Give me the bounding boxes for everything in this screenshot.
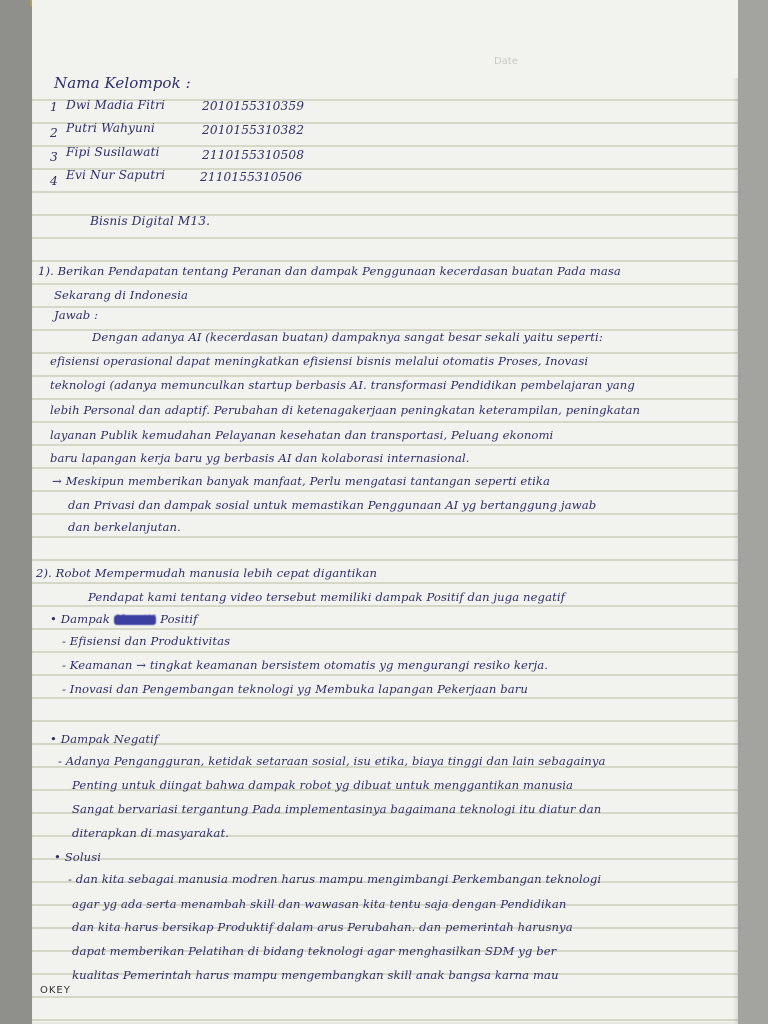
member-no: 3	[50, 150, 58, 164]
q1-answer-line: dan Privasi dan dampak sosial untuk memastikan Penggunaan AI yg bertanggung jawab	[68, 498, 597, 512]
member-name: Evi Nur Saputri	[66, 168, 166, 182]
q1-answer-line: Dengan adanya AI (kecerdasan buatan) dampaknya sangat besar sekali yaitu seperti:	[92, 330, 603, 344]
negative-line: Penting untuk diingat bahwa dampak robot yg dibuat untuk menggantikan manusia	[72, 778, 574, 792]
notebook-brand-logo: OKEY	[40, 985, 71, 996]
desk-surface-left	[0, 0, 32, 1024]
group-title: Nama Kelompok :	[54, 74, 191, 92]
q2-title: 2). Robot Mempermudah manusia lebih cepat digantikan	[36, 566, 378, 580]
positive-item: - Keamanan → tingkat keamanan bersistem otomatis yg mengurangi resiko kerja.	[62, 658, 549, 672]
q1-answer-line: efisiensi operasional dapat meningkatkan efisiensi bisnis melalui otomatis Proses, Inovasi	[50, 354, 589, 368]
positive-heading	[50, 612, 197, 626]
solution-line: - dan kita sebagai manusia modren harus mampu mengimbangi Perkembangan teknologi	[68, 872, 602, 886]
member-name: Dwi Madia Fitri	[66, 98, 166, 112]
q1-answer-label: Jawab :	[54, 308, 99, 322]
member-no: 2	[50, 126, 58, 140]
negative-line: - Adanya Pengangguran, ketidak setaraan sosial, isu etika, biaya tinggi dan lain sebagainya	[58, 754, 606, 768]
member-id: 2110155310506	[200, 170, 303, 184]
q1-answer-line: lebih Personal dan adaptif. Perubahan di ketenagakerjaan peningkatan keterampilan, peningkatan	[50, 403, 641, 417]
q1-question-line: 1). Berikan Pendapatan tentang Peranan dan dampak Penggunaan kecerdasan buatan Pada masa	[38, 264, 621, 278]
positive-item: - Inovasi dan Pengembangan teknologi yg Membuka lapangan Pekerjaan baru	[62, 682, 528, 696]
member-id: 2010155310382	[202, 123, 305, 137]
q1-question-line: Sekarang di Indonesia	[54, 288, 189, 302]
desk-surface-right	[738, 0, 768, 1024]
notebook-page	[32, 0, 738, 1024]
date-label: Date	[494, 56, 518, 67]
solution-line: agar yg ada serta menambah skill dan wawasan kita tentu saja dengan Pendidikan	[72, 897, 567, 911]
positive-item: - Efisiensi dan Produktivitas	[62, 634, 231, 648]
q1-answer-line: baru lapangan kerja baru yg berbasis AI dan kolaborasi internasional.	[50, 451, 470, 465]
member-no: 4	[50, 174, 58, 188]
member-name: Putri Wahyuni	[66, 121, 155, 135]
solution-heading: • Solusi	[54, 850, 102, 864]
crossed-out-word: Negatif	[115, 614, 155, 625]
negative-line: diterapkan di masyarakat.	[72, 826, 229, 840]
q2-intro: Pendapat kami tentang video tersebut memiliki dampak Positif dan juga negatif	[88, 590, 566, 604]
page-top-margin	[32, 0, 738, 78]
q1-answer-line: layanan Publik kemudahan Pelayanan kesehatan dan transportasi, Peluang ekonomi	[50, 428, 554, 442]
negative-heading: • Dampak Negatif	[50, 732, 159, 746]
solution-line: dapat memberikan Pelatihan di bidang teknologi agar menghasilkan SDM yg ber	[72, 944, 557, 958]
solution-line: dan kita harus bersikap Produktif dalam arus Perubahan. dan pemerintah harusnya	[72, 920, 573, 934]
q1-answer-line: dan berkelanjutan.	[68, 520, 181, 534]
solution-line: kualitas Pemerintah harus mampu mengembangkan skill anak bangsa karna mau	[72, 968, 559, 982]
member-no: 1	[50, 100, 58, 114]
positive-heading-start: • Dampak	[50, 612, 110, 626]
q1-answer-line: → Meskipun memberikan banyak manfaat, Perlu mengatasi tantangan seperti etika	[52, 474, 551, 488]
member-id: 2110155310508	[202, 148, 305, 162]
q1-answer-line: teknologi (adanya memunculkan startup berbasis AI. transformasi Pendidikan pembelajaran yang	[50, 378, 635, 392]
negative-line: Sangat bervariasi tergantung Pada implementasinya bagaimana teknologi itu diatur dan	[72, 802, 602, 816]
positive-heading-end: Positif	[160, 612, 198, 626]
course-title: Bisnis Digital M13.	[90, 214, 211, 228]
member-name: Fipi Susilawati	[66, 145, 160, 159]
member-id: 2010155310359	[202, 99, 305, 113]
